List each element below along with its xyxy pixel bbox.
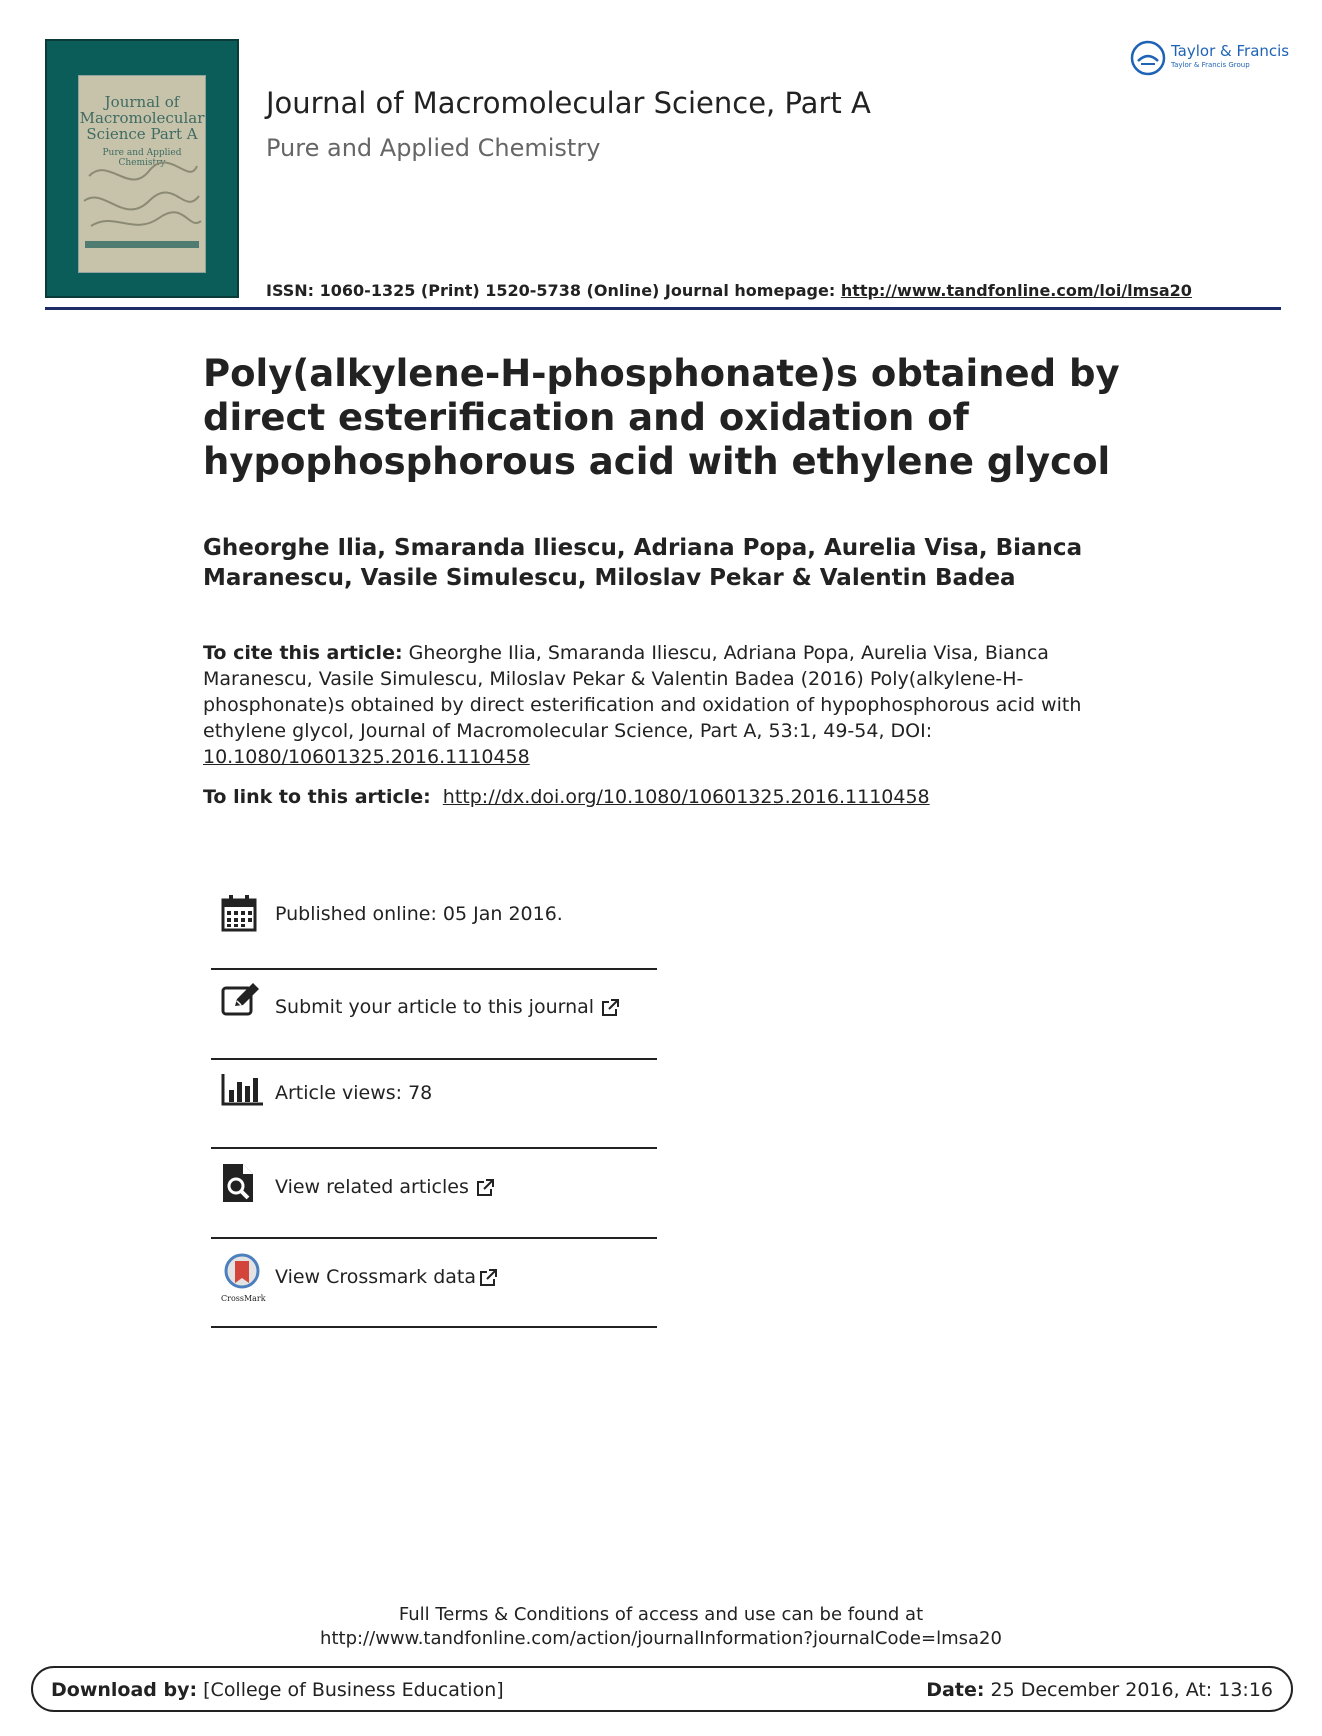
journal-title: Journal of Macromolecular Science, Part A — [266, 86, 871, 120]
external-link-icon — [475, 1178, 495, 1198]
cover-band — [85, 241, 199, 248]
related-articles-label: View related articles — [275, 1176, 469, 1198]
article-authors: Gheorghe Ilia, Smaranda Iliescu, Adriana Popa, Aurelia Visa, Bianca Maranescu, Vasile Simulescu, Miloslav Pekar & Valentin Badea — [203, 535, 1083, 591]
crossmark-logo — [221, 1253, 266, 1303]
download-date — [926, 1679, 1273, 1701]
submit-article-link[interactable] — [275, 996, 620, 1018]
publisher-group: Taylor & Francis Group — [1171, 61, 1250, 69]
cover-page — [78, 75, 206, 273]
download-label: Download by: — [51, 1679, 198, 1701]
cite-doi-link[interactable]: 10.1080/10601325.2016.1110458 — [203, 746, 530, 768]
bar-chart-icon — [221, 1074, 263, 1106]
terms-url-link[interactable]: http://www.tandfonline.com/action/journalInformation?journalCode=lmsa20 — [320, 1628, 1002, 1649]
calendar-icon — [221, 894, 257, 932]
submit-article-label: Submit your article to this journal — [275, 996, 595, 1018]
cite-label: To cite this article: — [203, 642, 403, 664]
related-articles-link[interactable] — [275, 1176, 495, 1198]
crossmark-icon — [221, 1253, 263, 1289]
journal-subtitle: Pure and Applied Chemistry — [266, 134, 601, 162]
citation-block — [203, 640, 1083, 770]
date-value: 25 December 2016, At: 13:16 — [984, 1679, 1273, 1701]
download-by — [51, 1679, 504, 1701]
journal-cover-image — [45, 39, 239, 298]
issn-text: ISSN: 1060-1325 (Print) 1520-5738 (Online) Journal homepage: — [266, 281, 841, 300]
edit-icon — [221, 982, 261, 1018]
journal-homepage-link[interactable]: http://www.tandfonline.com/loi/lmsa20 — [840, 281, 1192, 300]
cover-title: Journal of Macromolecular Science Part A — [79, 93, 205, 143]
download-value: [College of Business Education] — [197, 1679, 504, 1701]
cover-decoration — [79, 156, 205, 236]
date-label: Date: — [926, 1679, 985, 1701]
terms-line: Full Terms & Conditions of access and use can be found at — [398, 1604, 924, 1625]
article-doi-link[interactable]: http://dx.doi.org/10.1080/10601325.2016.1110458 — [442, 786, 930, 808]
taylor-francis-logo-icon — [1129, 39, 1167, 77]
info-divider — [211, 968, 657, 970]
publisher-name: Taylor & Francis — [1171, 42, 1290, 60]
terms-notice — [0, 1603, 1322, 1651]
published-online-text: Published online: 05 Jan 2016. — [275, 903, 563, 925]
crossmark-logo-text: CrossMark — [221, 1294, 266, 1303]
crossmark-data-link[interactable] — [275, 1266, 498, 1288]
crossmark-label: View Crossmark data — [275, 1266, 477, 1288]
info-divider — [211, 1326, 657, 1328]
info-divider — [211, 1237, 657, 1239]
issn-line — [266, 281, 1192, 300]
cite-text: Gheorghe Ilia, Smaranda Iliescu, Adriana Popa, Aurelia Visa, Bianca Maranescu, Vasile Simulescu, Miloslav Pekar & Valentin Badea (2016) Poly(alkylene-H-phosphonate)s obtained by direct esterification and oxidation of hypophosphorous acid with ethylene glycol, Journal of Macromolecular Science, Part A, 53:1, 49-54, DOI: — [203, 642, 1082, 742]
related-articles-search-icon — [221, 1162, 257, 1204]
external-link-icon — [478, 1268, 498, 1288]
info-divider — [211, 1058, 657, 1060]
header-divider — [45, 307, 1281, 310]
external-link-icon — [600, 998, 620, 1018]
download-info-bar — [31, 1666, 1293, 1712]
article-views-text: Article views: 78 — [275, 1082, 433, 1104]
cover-subtitle: Pure and Applied Chemistry — [102, 148, 182, 168]
info-divider — [211, 1147, 657, 1149]
article-link-block — [203, 786, 930, 808]
article-title: Poly(alkylene-H-phosphonate)s obtained by direct esterification and oxidation of hypophosphorous acid with ethylene glycol — [203, 352, 1120, 483]
link-label: To link to this article: — [203, 786, 431, 808]
